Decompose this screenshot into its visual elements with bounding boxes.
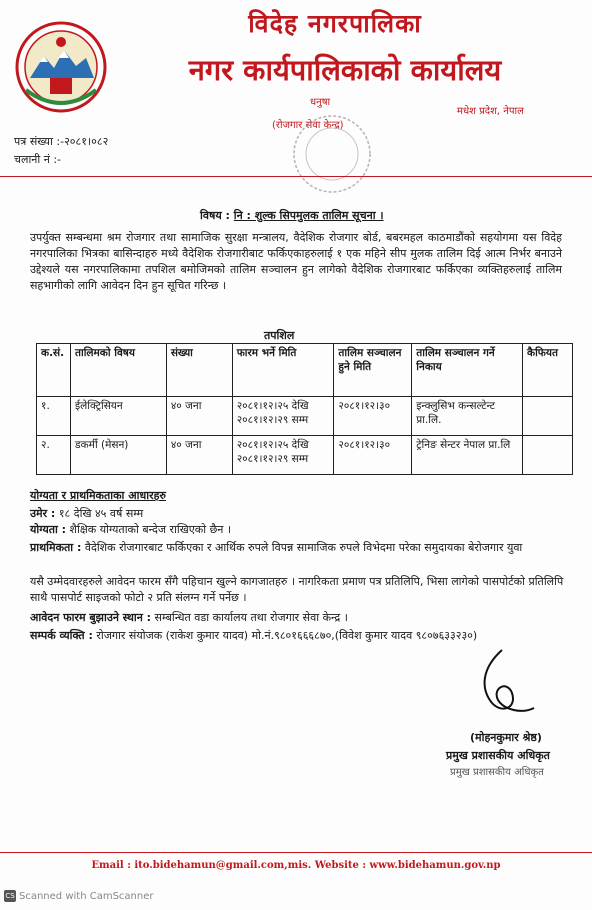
municipality-emblem-icon <box>14 20 108 114</box>
submission-line <box>30 610 570 626</box>
age-value: १८ देखि ४५ वर्ष सम्म <box>55 507 144 520</box>
age-label: उमेर : <box>30 507 56 520</box>
priority-line <box>30 540 570 556</box>
col-header-form-date: फारम भर्ने मिति <box>232 344 334 397</box>
signature-icon <box>462 648 542 718</box>
col-header-count: संख्या <box>166 344 232 397</box>
contact-label: सम्पर्क व्यक्ति : <box>30 629 93 642</box>
table-header-row <box>37 344 573 397</box>
cell-form-date: २०८१।१२।२५ देखि २०८१।१२।२९ सम्म <box>232 397 334 436</box>
dispatch-number: चलानी नं :- <box>14 153 62 166</box>
notice-body: उपर्युक्त सम्बन्धमा श्रम रोजगार तथा सामाजिक सुरक्षा मन्त्रालय, वैदेशिक रोजगार बोर्ड, बबरमहल काठमाडौंको सहयोगमा यस विदेह नगरपालिका भित्रका बासिन्दाहरु मध्ये वैदेशिक रोजगारीबाट फर्किएकाहरुलाई १ एक महिने सीप मुलक तालिम दिई आत्म निर्भर बनाउने उद्देश्यले यस नगरपालिकामा तपशिल बमोजिमको तालिम सञ्चालन हुन लागेको वैदेशिक रोजगारबाट फर्किएका व्यक्तिहरुलाई तालिम सहभागीको लागि आवेदन दिन हुन सूचित गरिन्छ । <box>30 231 562 292</box>
footer-divider <box>0 852 592 853</box>
employment-center-label: (रोजगार सेवा केन्द्र) <box>272 120 344 131</box>
qualification-value: शैक्षिक योग्यताको बन्देज राखिएको छैन । <box>66 523 232 536</box>
cell-form-date: २०८१।१२।२५ देखि २०८१।१२।२९ सम्म <box>232 436 334 475</box>
col-header-sn: क.सं. <box>37 344 71 397</box>
col-header-provider: तालिम सञ्चालन गर्ने निकाय <box>412 344 523 397</box>
province-label: मधेश प्रदेश, नेपाल <box>457 106 524 117</box>
qualifications-heading: योग्यता र प्राथमिकताका आधारहरु <box>30 489 167 502</box>
cell-training-date: २०८१।१२।३० <box>334 436 412 475</box>
contact-value: रोजगार संयोजक (राकेश कुमार यादव) मो.नं.९८०१६६६८७०,(विवेश कुमार यादव ९८०७६३३२३०) <box>92 629 478 642</box>
contact-line <box>30 628 570 644</box>
signatory-title: प्रमुख प्रशासकीय अधिकृत <box>446 749 550 762</box>
cell-remarks <box>523 397 573 436</box>
cell-training-date: २०८१।१२।३० <box>334 397 412 436</box>
cell-count: ४० जना <box>166 436 232 475</box>
submission-value: सम्बन्धित वडा कार्यालय तथा रोजगार सेवा केन्द्र । <box>151 611 348 624</box>
subject-line <box>200 208 384 223</box>
subject-prefix: विषय : <box>200 209 234 222</box>
municipality-name: विदेह नगरपालिका <box>248 9 422 38</box>
cell-provider: ट्रेनिङ सेन्टर नेपाल प्रा.लि <box>412 436 523 475</box>
cell-sn: १. <box>37 397 71 436</box>
signatory-name: (मोहनकुमार श्रेष्ठ) <box>470 731 542 744</box>
cell-subject: डकर्मी (मेसन) <box>70 436 166 475</box>
age-line <box>30 506 570 522</box>
cell-provider: इन्क्लुसिभ कन्सल्टेन्ट प्रा.लि. <box>412 397 523 436</box>
scanner-text: Scanned with CamScanner <box>19 891 154 902</box>
cell-count: ४० जना <box>166 397 232 436</box>
col-header-subject: तालिमको विषय <box>70 344 166 397</box>
qualification-line <box>30 522 570 538</box>
signatory-stamp: प्रमुख प्रशासकीय अधिकृत <box>450 767 544 778</box>
cell-remarks <box>523 436 573 475</box>
subject-text: नि : शुल्क सिपमुलक तालिम सूचना । <box>233 209 384 222</box>
office-stamp-icon <box>290 112 374 196</box>
documents-line: यसै उम्मेदवारहरुले आवेदन फारम सँगै पहिचान खुल्ने कागजातहरु । नागरिकता प्रमाण पत्र प्रतिलिपि, भिसा लागेको पासपोर्टको प्रतिलिपि साथै पासपोर्ट साइजको फोटो २ प्रति संलग्न गर्ने पर्नेछ । <box>30 575 564 604</box>
col-header-training-date: तालिम सञ्चालन हुने मिति <box>334 344 412 397</box>
letter-number: पत्र संख्या :-२०८१।०८२ <box>14 135 109 148</box>
table-row <box>37 397 573 436</box>
col-header-remarks: कैफियत <box>523 344 573 397</box>
priority-label: प्राथमिकता : <box>30 541 82 554</box>
header-divider <box>0 176 592 177</box>
camscanner-icon: CS <box>5 892 15 900</box>
district-label: धनुषा <box>310 97 331 108</box>
table-row <box>37 436 573 475</box>
table-caption: तपशिल <box>264 329 295 342</box>
cell-subject: ईलेक्ट्रिसियन <box>70 397 166 436</box>
training-table <box>36 343 573 475</box>
qualification-label: योग्यता : <box>30 523 67 536</box>
priority-value: वैदेशिक रोजगारबाट फर्किएका र आर्थिक रुपले विपन्न सामाजिक रुपले विभेदमा परेका समुदायका बेरोजगार युवा <box>81 541 523 554</box>
scanner-watermark <box>4 890 154 902</box>
cell-sn: २. <box>37 436 71 475</box>
office-name: नगर कार्यपालिकाको कार्यालय <box>188 53 502 87</box>
footer-contact: Email : ito.bidehamun@gmail.com,mis. Website : www.bidehamun.gov.np <box>91 860 501 871</box>
submission-label: आवेदन फारम बुझाउने स्थान : <box>30 611 152 624</box>
